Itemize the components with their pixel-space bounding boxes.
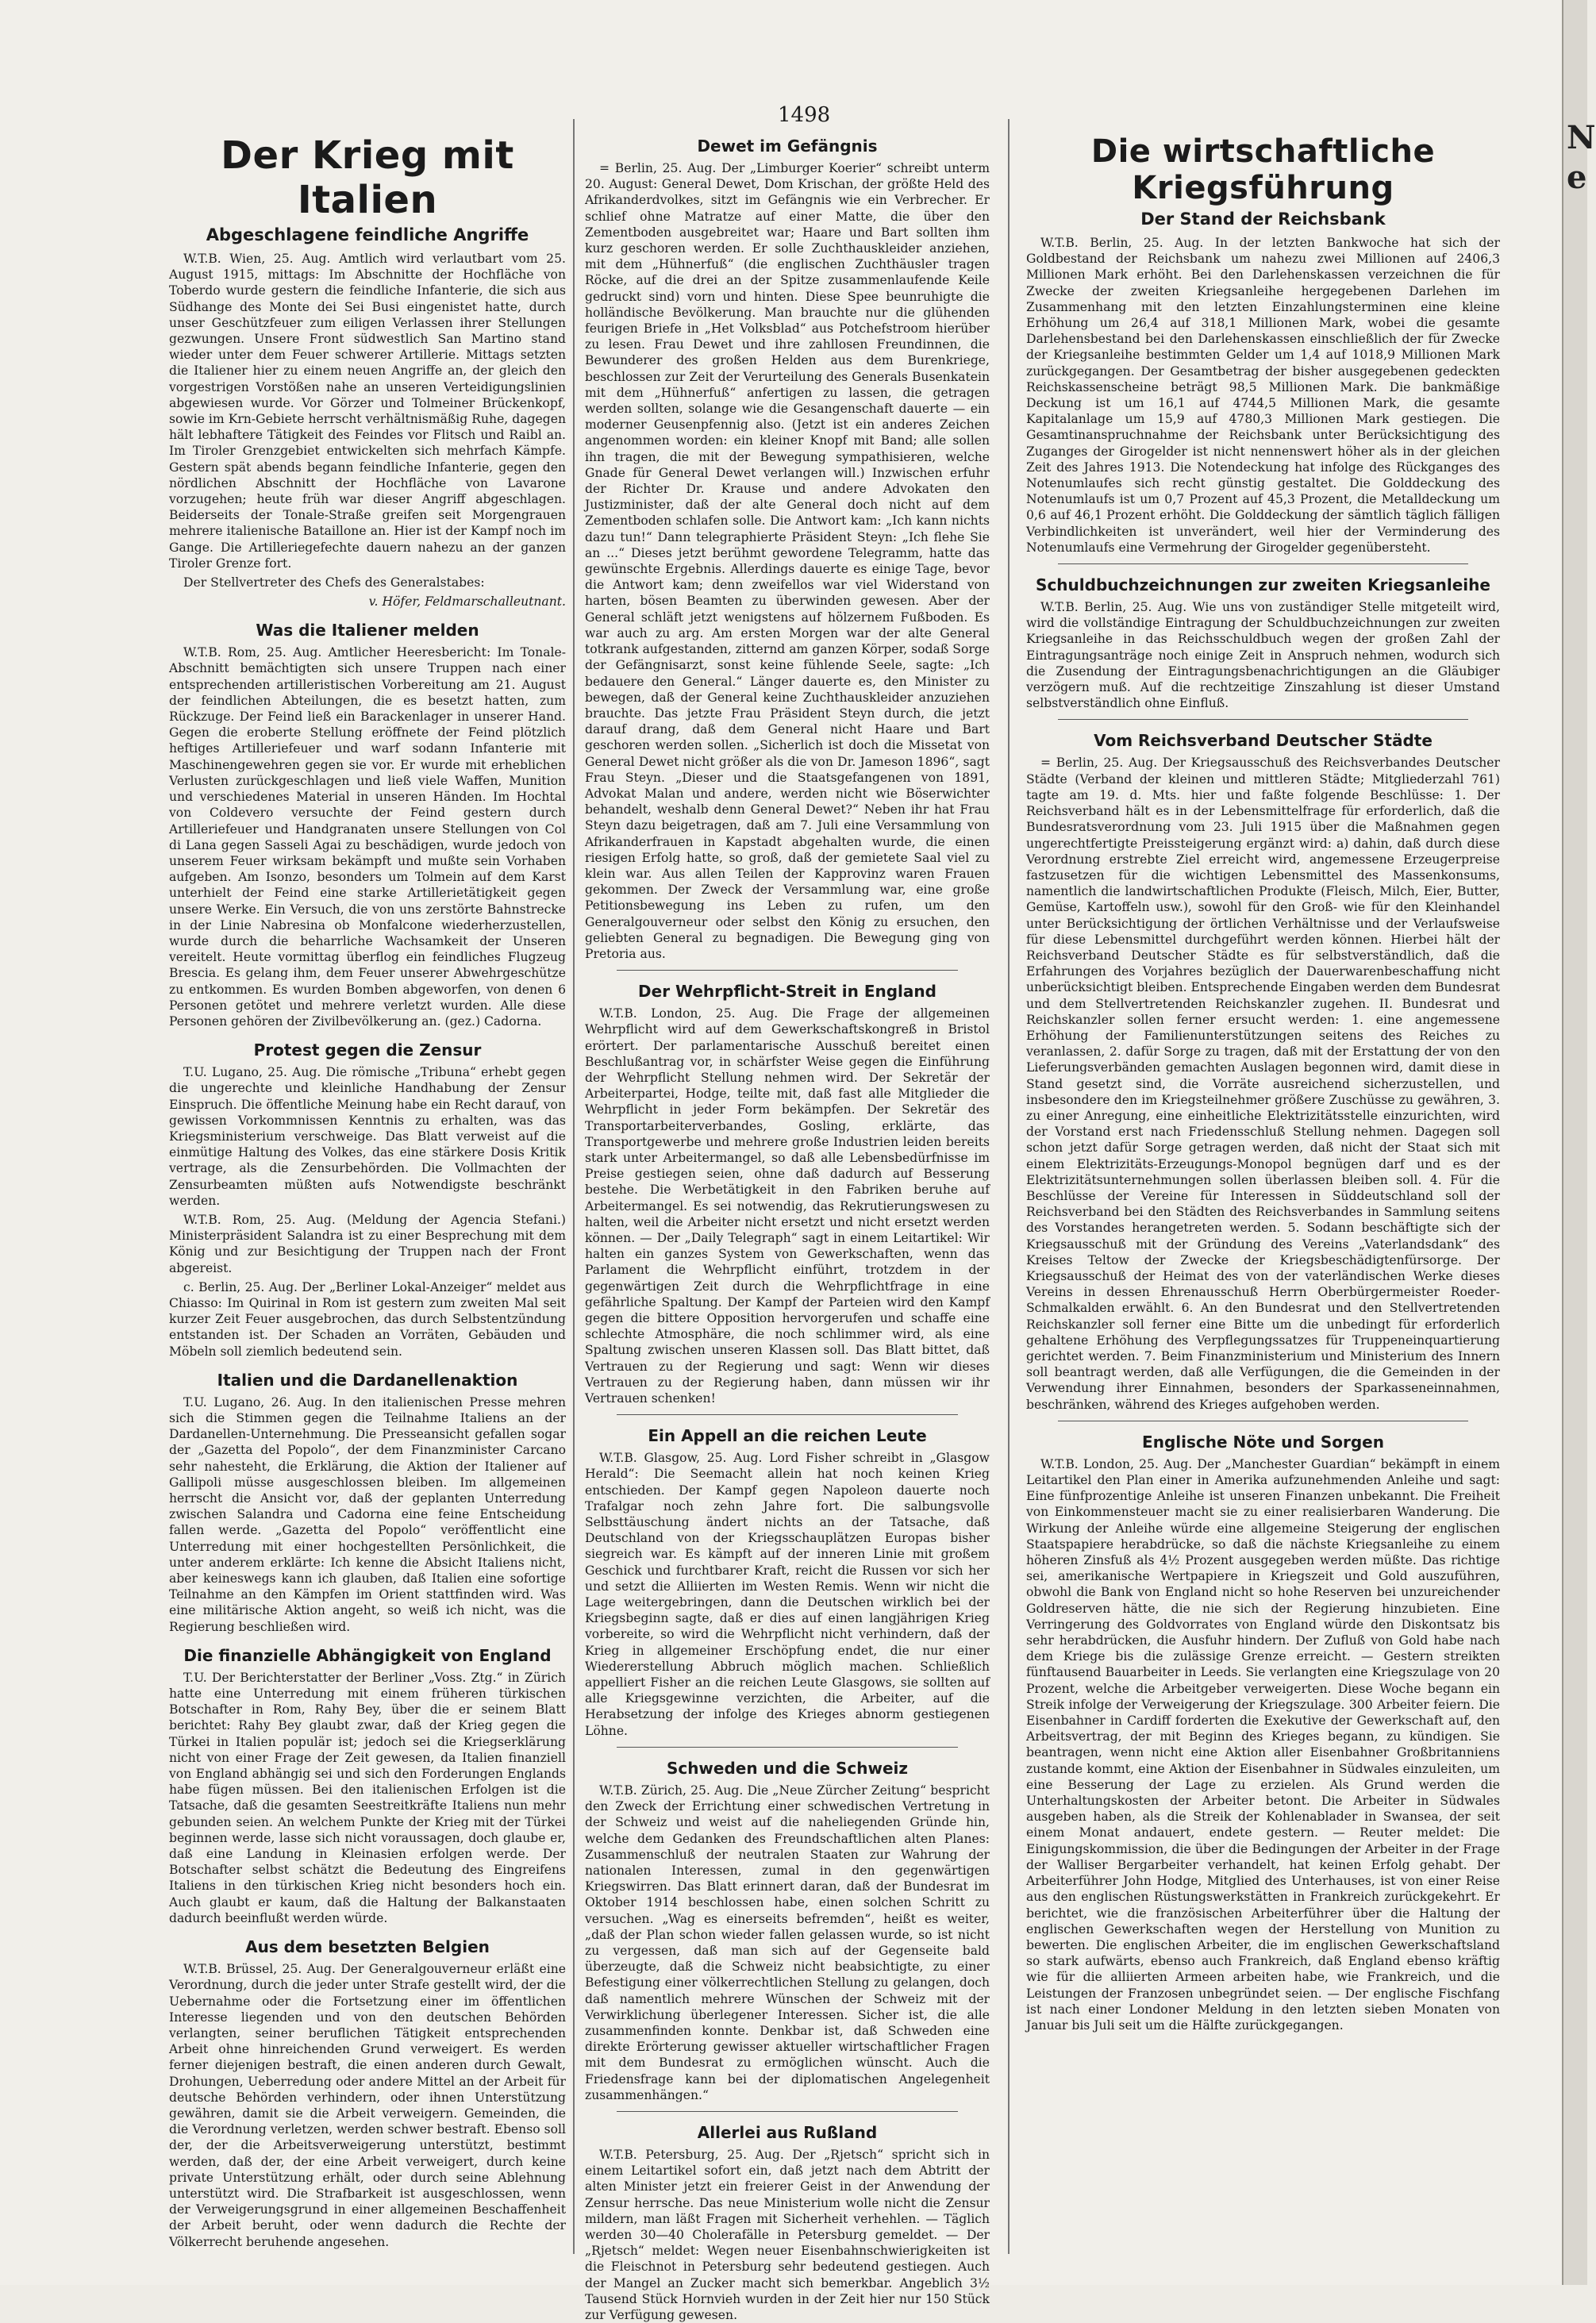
- article-paragraph: W.T.B. Rom, 25. Aug. Amtlicher Heeresbericht: Im Tonale-Abschnitt bemächtigten sich unsere Truppen nach einer entsprechenden artilleristischen Vorbereitung am 21. August der feindlichen Abteilungen, die es besetzt hatten, zum Rückzuge. Der Feind ließ ein Barackenlager in unserer Hand. Gegen die eroberte Stellung eröffnete der Feind plötzlich heftiges Artilleriefeuer und warf sodann Infanterie mit Maschinengewehren gegen sie vor. Er wurde mit erheblichen Verlusten zurückgeschlagen und ließ viele Waffen, Munition und verschiedenes Material in unseren Händen. Im Hochtal von Coldevero versuchte der Feind gestern durch Artilleriefeuer und Handgranaten unsere Stellungen von Col di Lana gegen Sasseli Agai zu beschädigen, wurde jedoch von unserem Feuer wirksam bekämpft und mußte sein Vorhaben aufgeben. Am Isonzo, besonders um Tolmein auf dem Karst unterhielt der Feind eine starke Artillerietätigkeit gegen unsere Werke. Ein Versuch, die von uns zerstörte Bahnstrecke in der Linie Nabresina ob Monfalcone wiederherzustellen, wurde durch die beharrliche Wachsamkeit der Unseren vereitelt. Heute vormittag überflog ein feindliches Flugzeug Brescia. Es gelang ihm, dem Feuer unserer Abwehrgeschütze zu entkommen. Es wurden Bomben abgeworfen, von denen 6 Personen getötet und mehrere verletzt wurden. Alle diese Personen gehören der Zivilbevölkerung an. (gez.) Cadorna.: [169, 645, 566, 1029]
- article-paragraph: c. Berlin, 25. Aug. Der „Berliner Lokal-Anzeiger“ meldet aus Chiasso: Im Quirinal in Rom ist gestern zum zweiten Mal seit kurzer Zeit Feuer ausgebrochen, das durch Selbstentzündung entstanden ist. Der Schaden an Vorräten, Gebäuden und Möbeln soll ziemlich bedeutend sein.: [169, 1279, 566, 1359]
- article-paragraph: W.T.B. London, 25. Aug. Die Frage der allgemeinen Wehrpflicht wird auf dem Gewerkschaftskongreß in Bristol erörtert. Der parlamentarische Ausschuß bereitet einen Beschlußantrag vor, in schärfster Weise gegen die Einführung der Wehrpflicht Stellung nehmen wird. Der Sekretär der Arbeiterpartei, Hodge, teilte mit, daß fast alle Mitglieder die Wehrpflicht in jeder Form bekämpfen. Der Sekretär des Transportarbeiterverbandes, Gosling, erklärte, das Transportgewerbe und mehrere große Industrien leiden bereits stark unter Arbeitermangel, so daß alle Lebensbedürfnisse im Preise gestiegen seien, ohne daß dadurch auf Besserung bestehe. Die Werbetätigkeit in den Fabriken beruhe auf Arbeitermangel. Es sei notwendig, das Rekrutierungswesen zu halten, weil die Arbeiter nicht ersetzt und nicht ersetzt werden können. — Der „Daily Telegraph“ sagt in einem Leitartikel: Wir halten ein ganzes System von Gewerkschaften, wenn das Parlament die Wehrpflicht einführt, trotzdem in der gegenwärtigen Zeit durch die Wehrpflichtfrage in eine gefährliche Spaltung. Der Kampf der Parteien wird den Kampf gegen die bittere Opposition hervorgerufen und schaffe eine schlechte Atmosphäre, die noch schlimmer wird, als eine Spaltung zwischen unseren Klassen soll. Das Blatt bittet, daß Vertrauen zu der Regierung und sagt: Wenn wir dieses Vertrauen zu der Regierung haben, dann müssen wir ihr Vertrauen schenken!: [585, 1006, 990, 1406]
- edge-fragment: e: [1567, 159, 1587, 196]
- separator: [617, 2111, 958, 2112]
- article-paragraph: Der Stellvertreter des Chefs des Generalstabes:: [183, 575, 485, 590]
- section-heading: Schuldbuchzeichnungen zur zweiten Kriegsanleihe: [1036, 575, 1490, 595]
- adjacent-page-edge: [1562, 0, 1596, 2285]
- article-paragraph: T.U. Lugano, 25. Aug. Die römische „Tribuna“ erhebt gegen die ungerechte und kleinliche Handhabung der Zensur Einspruch. Die öffentliche Meinung habe ein Recht darauf, von gewissen Vorkommnissen Kenntnis zu erhalten, was das Kriegsministerium verschweige. Das Blatt verweist auf die einmütige Haltung des Volkes, das eine stärkere Dosis Kritik vertrage, als die Zensurbehörden. Die Vollmachten der Zensurbeamten müßten aufs Notwendigste beschränkt werden.: [169, 1065, 566, 1208]
- separator: [1058, 719, 1468, 720]
- article-paragraph: T.U. Lugano, 26. Aug. In den italienischen Presse mehren sich die Stimmen gegen die Teilnahme Italiens an der Dardanellen-Unternehmung. Die Presseansicht gefallen sogar der „Gazetta del Popolo“, der dem Finanzminister Carcano sehr nahesteht, die Erklärung, die Aktion der Italiener auf Gallipoli müsse ausgeschlossen bleiben. Im allgemeinen herrscht die Ansicht vor, daß der geplanten Unterredung zwischen Salandra und Cadorna eine feine Entscheidung fallen werde. „Gazetta del Popolo“ veröffentlicht eine Unterredung mit einer hochgestellten Persönlichkeit, die unter anderem erklärte: Ich kenne die Absicht Italiens nicht, aber keineswegs kann ich glauben, daß Italien eine sofortige Teilnahme an den Kämpfen im Orient stattfinden wird. Was eine militärische Aktion angeht, so weiß ich nicht, was die Regierung beschließen wird.: [169, 1394, 566, 1634]
- section-heading: Dewet im Gefängnis: [697, 137, 878, 156]
- column-1: [169, 119, 566, 2254]
- section-heading: Allerlei aus Rußland: [697, 2122, 878, 2142]
- separator: [1058, 563, 1468, 564]
- section-heading: Der Stand der Reichsbank: [1140, 210, 1386, 229]
- article-paragraph: W.T.B. Brüssel, 25. Aug. Der Generalgouverneur erläßt eine Verordnung, durch die jeder unter Strafe gestellt wird, der die Uebernahme oder die Fortsetzung einer im öffentlichen Interesse liegenden und von den deutschen Behörden verlangten, seiner beruflichen Tätigkeit entsprechenden Arbeit ohne hinreichenden Grund verweigert. Es werden ferner diejenigen bestraft, die einen anderen durch Gewalt, Drohungen, Ueberredung oder andere Mittel an der Arbeit für deutsche Behörden verhindern, oder ihnen Unterstützung gewähren, damit sie die Arbeit verweigern. Gemeinden, die die Verordnung verletzen, werden schwer bestraft. Ebenso soll der, der die Arbeitsverweigerung unterstützt, bestimmt werden, daß der, der eine Arbeit verweigert, durch keine private Unterstützung erhält, oder durch seine Ablehnung unterstützt wird. Die Strafbarkeit ist ausgeschlossen, wenn der Verweigerungsgrund in einer allgemeinen Beschaffenheit der Arbeit beruht, oder wenn dadurch die Rechte der Völkerrecht beruhende angesehen.: [169, 1962, 566, 2249]
- page-number: 1498: [778, 103, 831, 127]
- article-paragraph: W.T.B. Rom, 25. Aug. (Meldung der Agencia Stefani.) Ministerpräsident Salandra ist zu einer Besprechung mit dem König und zur Besichtigung der Truppen nach der Front abgereist.: [169, 1212, 566, 1275]
- article-paragraph: W.T.B. Berlin, 25. Aug. In der letzten Bankwoche hat sich der Goldbestand der Reichsbank um nahezu zwei Millionen auf 2406,3 Millionen Mark erhöht. Bei den Darlehenskassen verzeichnen die für Zwecke der zweiten Kriegsanleihe hergegebenen Darlehen im Zusammenhang mit den letzten Einzahlungsterminen eine kleine Erhöhung um 26,4 auf 318,1 Millionen Mark, wobei die gesamte Darlehensbestand bei den Darlehenskassen einschließlich der für Zwecke der Kriegsanleihe bestimmten Gelder um 1,4 auf 1018,9 Millionen Mark zurückgegangen. Der Gesamtbetrag der bisher ausgegebenen gedeckten Reichskassenscheine beträgt 98,5 Millionen Mark. Die bankmäßige Deckung ist um 16,1 auf 4744,5 Millionen Mark, die gesamte Kapitalanlage um 15,9 auf 4780,3 Millionen Mark gestiegen. Die Gesamtinanspruchnahme der Reichsbank unter Berücksichtigung des Zuganges der Girogelder ist nicht nennenswert höher als in der gleichen Zeit des Jahres 1913. Die Notendeckung hat infolge des Rückganges des Notenumlaufes sich recht günstig gestaltet. Die Golddeckung des Notenumlaufs ist um 0,7 Prozent auf 45,3 Prozent, die Metalldeckung um 0,6 auf 46,1 Prozent erhöht. Die Golddeckung der sämtlich täglich fälligen Verbindlichkeiten ist unverändert, weil hier der Verminderung des Notenumlaufs eine Vermehrung der Girogelder gegenübersteht.: [1026, 236, 1500, 555]
- section-heading: Vom Reichsverband Deutscher Städte: [1094, 731, 1433, 751]
- column-rule: [1008, 119, 1010, 2254]
- article-paragraph: W.T.B. Wien, 25. Aug. Amtlich wird verlautbart vom 25. August 1915, mittags: Im Abschnitte der Hochfläche von Toberdo wurde gestern die feindliche Infanterie, die sich aus Südhange des Monte dei Sei Busi eingenistet hatte, durch unser Geschützfeuer zum eiligen Verlassen ihrer Stellungen gezwungen. Unsere Front südwestlich San Martino stand wieder unter dem Feuer schwerer Artillerie. Mittags setzten die Italiener hier zu einem neuen Angriffe an, der gleich den vorgestrigen Vorstößen nahe an unseren Verteidigungslinien abgewiesen wurde. Vor Görzer und Tolmeiner Brückenkopf, sowie im Krn-Gebiete herrscht verhältnismäßig Ruhe, dagegen hält lebhaftere Tätigkeit des Feindes vor Flitsch und Raibl an. Im Tiroler Grenzgebiet entwickelten sich mehrfach Kämpfe. Gestern spät abends begann feindliche Infanterie, gegen den nördlichen Abschnitt der Hochfläche von Lavarone vorzugehen; heute früh war dieser Angriff abgeschlagen. Beiderseits der Tonale-Straße greifen seit Morgengrauen mehrere italienische Bataillone an. Hier ist der Kampf noch im Gange. Die Artilleriegefechte dauern nahezu an der ganzen Tiroler Grenze fort.: [169, 252, 566, 571]
- subhead-abgeschlagene: Abgeschlagene feindliche Angriffe: [206, 225, 529, 244]
- separator: [617, 970, 958, 971]
- article-paragraph: T.U. Der Berichterstatter der Berliner „Voss. Ztg.“ in Zürich hatte eine Unterredung mit einem früheren türkischen Botschafter in Rom, Rahy Bey, über die er seinem Blatt berichtet: Rahy Bey glaubt zwar, daß der Krieg gegen die Türkei in Italien populär ist; jedoch sei die Kriegserklärung nicht von einer Frage der Zeit gewesen, da Italien finanziell von England abhängig sei und sich den Forderungen Englands habe fügen müssen. Bei den italienischen Erfolgen ist die Tatsache, daß die gesamten Seestreitkräfte Italiens nun mehr gebunden seien. An welchem Punkte der Krieg mit der Türkei beginnen werde, lasse sich nicht voraussagen, doch glaube er, daß eine Landung in Kleinasien erfolgen werde. Der Botschafter selbst schätzt die Bedeutung des Eingreifens Italiens in den türkischen Krieg nicht besonders hoch ein. Auch glaubt er kaum, daß die Haltung der Balkanstaaten dadurch beeinflußt werden würde.: [169, 1670, 566, 1925]
- article-paragraph: W.T.B. London, 25. Aug. Der „Manchester Guardian“ bekämpft in einem Leitartikel den Plan einer in Amerika aufzunehmenden Anleihe und sagt: Eine fünfprozentige Anleihe ist unseren Finanzen unbekannt. Die Freiheit von Einkommensteuer macht sie zu einer realisierbaren Wanderung. Die Wirkung der Anleihe würde eine allgemeine Steigerung der englischen Staatspapiere herabdrücke, so daß die nächste Kriegsanleihe zu einem höheren Zinsfuß als 4½ Prozent ausgegeben werden müßte. Das richtige sei, amerikanische Wertpapiere in Kriegszeit und Gold auszuführen, obwohl die Bank von England nicht so hohe Reserven bei unzureichender Goldreserven hätte, die nie sich der Regierung hinzubieten. Eine Verringerung des Goldvorrates von England würde den Diskontsatz bis sehr herabdrücken, die Ausfuhr hindern. Der Zufluß von Gold habe nach dem Kriege bis die zulässige Grenze erreicht. — Gestern streikten fünftausend Bauarbeiter in Leeds. Sie verlangten eine Kriegszulage von 20 Prozent, welche die Arbeitgeber verweigerten. Diese Woche begann ein Streik infolge der Verweigerung der Kriegszulage. 300 Arbeiter feiern. Die Eisenbahner in Cardiff forderten die Exekutive der Gewerkschaft auf, den Arbeitsvertrag, der mit Beginn des Krieges begann, zu kündigen. Sie beantragen, wenn nicht eine Aktion aller Eisenbahner Großbritanniens zustande kommt, eine Aktion der Eisenbahner in Südwales einzuleiten, um eine Besserung der Lage zu erzielen. Als Grund werden die Unterhaltungskosten der Arbeiter betont. Die Arbeiter in Südwales ausgeben haben, als die Streik der Kohlenablader in Swansea, der seit einem Monat andauert, endete gestern. — Reuter meldet: Die Einigungskommission, die über die Bedingungen der Arbeiter in der Frage der Walliser Bergarbeiter verhandelt, hat keinen Erfolg gehabt. Der Arbeiterführer John Hodge, Mitglied des Unterhauses, ist von einer Reise aus den englischen Rüstungswerkstätten in Frankreich zurückgekehrt. Er berichtet, wie die französischen Arbeiterführer über die Haltung der englischen Gewerkschaften wegen der Herstellung von Munition zu bewerten. Die englischen Arbeiter, die im englischen Gewerkschaftsland so stark aufwärts, ebenso auch Frankreich, daß England ebenso kräftig wie für die alliierten Armeen arbeiten habe, wie Frankreich, und die Leistungen der Franzosen unbegründet seien. — Der englische Fischfang ist nach einer Londoner Meldung in den letzten sieben Monaten von Januar bis Juli seit um die Hälfte zurückgegangen.: [1026, 1456, 1500, 2033]
- column-2: [585, 119, 990, 2322]
- section-heading: Ein Appell an die reichen Leute: [648, 1426, 927, 1446]
- section-heading: Protest gegen die Zensur: [253, 1040, 482, 1060]
- signature: v. Höfer, Feldmarschalleutnant.: [368, 594, 566, 610]
- headline-krieg-italien: Der Krieg mit Italien: [221, 133, 514, 222]
- separator: [617, 1414, 958, 1415]
- section-heading: Schweden und die Schweiz: [666, 1758, 909, 1778]
- section-heading: Die finanzielle Abhängigkeit von England: [183, 1645, 552, 1665]
- column-rule: [573, 119, 575, 2254]
- section-heading: Was die Italiener melden: [256, 621, 479, 640]
- headline-wirtschaftliche-kriegsfuehrung: Die wirtschaftliche Kriegsführung: [1090, 133, 1436, 206]
- article-paragraph: W.T.B. Glasgow, 25. Aug. Lord Fisher schreibt in „Glasgow Herald“: Die Seemacht allein hat noch keinen Krieg entschieden. Der Kampf gegen Napoleon dauerte noch Trafalgar noch zehn Jahre fort. Die salbungsvolle Selbsttäuschung ändert nichts an der Tatsache, daß Deutschland von der Kriegsschauplätzen Europas bisher siegreich war. Es kämpft auf der inneren Linie mit großem Geschick und furchtbarer Kraft, reicht die Russen vor sich her und setzt die Alliierten im Westen Remis. Wenn wir nicht die Lage weitergebringen, dann die Deutschen wirklich bei der Kriegsbeginn sagte, daß er dies auf einen langjährigen Krieg vorbereite, so wird die Wehrpflicht nicht verhindern, daß der Krieg in allgemeiner Erschöpfung endet, die nur einer Wiedererstellung Abbruch möglich machen. Schließlich appelliert Fisher an die reichen Leute Glasgows, sie sollten auf alle Kriegsgewinne verzichten, die Arbeiter, auf die Herabsetzung der infolge des Krieges abnorm gestiegenen Löhne.: [585, 1451, 990, 1738]
- article-paragraph: = Berlin, 25. Aug. Der Kriegsausschuß des Reichsverbandes Deutscher Städte (Verband der kleinen und mittleren Städte; Mitgliederzahl 761) tagte am 19. d. Mts. hier und faßte folgende Beschlüsse: 1. Der Reichsverband hält es in der Lebensmittelfrage für erforderlich, daß die Bundesratsverordnung vom 23. Juli 1915 über die Maßnahmen gegen ungerechtfertigte Preissteigerung ergänzt wird: a) dahin, daß durch diese Verordnung erstrebte Ziel erreicht wird, angemessene Erzeugerpreise fastzusetzen für die wichtigen Lebensmittel des Massenkonsums, namentlich die landwirtschaftlichen Produkte (Fleisch, Milch, Eier, Butter, Gemüse, Kartoffeln usw.), sowohl für den Groß- wie für den Kleinhandel unter Berücksichtigung der örtlichen Verhältnisse und der Verlaufsweise für diese Lebensmittel durchgeführt werden können. Hierbei hält der Reichsverband Deutscher Städte es für selbstverständlich, daß die Erfahrungen des Vorjahres bezüglich der Dauerwarenbeschaffung nicht unberücksichtigt bleiben. Entsprechende Eingaben werden dem Bundesrat und dem Stellvertretenden Reichskanzler zugehen. II. Bundesrat und Reichskanzler sollen ferner ersucht werden: 1. eine angemessene Erhöhung der Familienunterstützungen seitens des Reiches zu veranlassen, 2. dafür Sorge zu tragen, daß mit der Erstattung der von den Lieferungsverbänden gemachten Auslagen begonnen wird, damit diese in Stand gesetzt sind, die Vorräte ausreichend sicherzustellen, und insbesondere den im Kriegsteilnehmer größere Zuschüsse zu gewähren, 3. zu einer Anregung, eine einheitliche Elektrizitätsstelle einzurichten, wird der Vorstand erst nach Friedensschluß Stellung nehmen. Dagegen soll schon jetzt dafür Sorge getragen werden, daß nicht der Staat sich mit einem Elektrizitäts-Erzeugungs-Monopol begnügen darf und es der Elektrizitätsunternehmungen sollen überlassen bleiben soll. 4. Für die Beschlüsse der Vereine für Interessen in Süddeutschland soll der Reichsverband bei den Städten des Reichsverbandes in Sammlung seitens des Vorstandes herangetreten werden. 5. Sodann beschäftigte sich der Kriegsausschuß mit der Gründung des Vereins „Vaterlandsdank“ des Kreises Teltow der Zwecke der Kriegsbeschädigtenfürsorge. Der Kriegsausschuß der Heimat des von der vaterländischen Werke dieses Vereins in dessen Ehrenausschuß Herrn Oberbürgermeister Roeder-Schmalkalden erwählt. 6. An den Bundesrat und den Stellvertretenden Reichskanzler soll ferner eine Bitte um die unbedingt für erforderlich gehaltene Erhöhung des Verpflegungssatzes für Truppeneinquartierung gerichtet werden. 7. Beim Finanzministerium und Ministerium des Innern soll beantragt werden, daß alle Verfügungen, die die Gemeinden in der Verwendung ihrer Einnahmen, besonders der Sparkasseneinnahmen, beschränken, während des Krieges aufgehoben werden.: [1026, 756, 1501, 1412]
- column-3: [1026, 119, 1500, 2254]
- section-heading: Englische Nöte und Sorgen: [1142, 1432, 1384, 1452]
- section-heading: Italien und die Dardanellenaktion: [217, 1370, 518, 1390]
- article-paragraph: W.T.B. Berlin, 25. Aug. Wie uns von zuständiger Stelle mitgeteilt wird, wird die vollständige Eintragung der Schuldbuchzeichnungen zur zweiten Kriegsanleihe in das Reichsschuldbuch wegen der großen Zahl der Eintragungsanträge noch einige Zeit in Anspruch nehmen, wodurch sich die Zusendung der Eintragungsbenachrichtigungen an die Gläubiger verzögern muß. Auf die rechtzeitige Zinszahlung ist dieser Umstand selbstverständlich ohne Einfluß.: [1026, 600, 1500, 711]
- article-paragraph: = Berlin, 25. Aug. Der „Limburger Koerier“ schreibt unterm 20. August: General Dewet, Dom Krischan, der größte Held des Afrikanderdvolkes, sitzt im Gefängnis wie ein Verbrecher. Er schlief ohne Matratze auf einer Matte, die über den Zementboden ausgebreitet war; Haare und Bart sollten ihm kurz geschoren werden. Er solle Zuchthauskleider anziehen, mit dem „Hühnerfuß“ (die englischen Zuchthäusler tragen Röcke, auf die drei an der Spitze zusammenlaufende Keile gedruckt sind) vorn und hinten. Diese Spee beunruhigte die holländische Bevölkerung. Man brauchte nur die glühenden feurigen Briefe in „Het Volksblad“ aus Potchefstroom hierüber zu lesen. Frau Dewet und ihre zahllosen Freundinnen, die Bewunderer des großen Helden aus dem Burenkriege, beschlossen zur Zeit der Verurteilung des Generals Busenkatein mit dem „Hühnerfuß“ anfertigen zu lassen, die getragen werden sollten, solange wie die Gesangenschaft dauerte — ein moderner Geusenpfennig also. (Jetzt ist ein anderes Zeichen angenommen worden: ein kleiner Knopf mit Band; alle sollen ihn tragen, die mit der Bewegung sympathisieren, welche Gnade für General Dewet verlangen will.) Inzwischen erfuhr der Richter Dr. Krause und andere Advokaten den Justizminister, daß der alte General doch nicht auf dem Zementboden schlafen solle. Die Antwort kam: „Ich kann nichts dazu tun!“ Dann telegraphierte Präsident Steyn: „Ich flehe Sie an ...“ Dieses jetzt berühmt gewordene Telegramm, hatte das gewünschte Ergebnis. Allerdings dauerte es einige Tage, bevor die Antwort kam; denn zweifellos war viel Widerstand von harten, bösen Beamten zu überwinden gewesen. Aber der General schläft jetzt wenigstens auf hölzernem Fußboden. Es war auch zu arg. Am ersten Morgen war der alte General totkrank aufgestanden, zitternd am ganzen Körper, sodaß Sorge der Gefängnisarzt, sonst keine fühlende Seele, sagte: „Ich bedauere den General.“ Länger dauerte es, den Minister zu bewegen, daß der General keine Zuchthauskleider anzuziehen brauchte. Das jetzte Frau Präsident Steyn durch, die jetzt darauf drang, daß dem General nicht Haare und Bart geschoren werden sollen. „Sicherlich ist doch die Missetat von General Dewet nicht größer als die von Dr. Jameson 1896“, sagt Frau Steyn. „Dieser und die Staatsgefangenen von 1891, Advokat Malan und andere, werden nicht wie Böserwichter behandelt, weshalb denn General Dewet?“ Neben ihr hat Frau Steyn dazu beigetragen, daß am 7. Juli eine Versammlung von Afrikanderfrauen in Kapstadt abgehalten wurde, die einen riesigen Erfolg hatte, so groß, daß der gemietete Saal viel zu klein war. Aus allen Teilen der Kapprovinz waren Frauen gekommen. Der Zweck der Versammlung war, eine große Petitionsbewegung ins Leben zu rufen, um den Generalgouverneur oder selbst den König zu ersuchen, den geliebten General zu begnadigen. Die Bewegung ging von Pretoria aus.: [585, 161, 990, 961]
- section-heading: Aus dem besetzten Belgien: [245, 1937, 490, 1957]
- edge-fragment: N: [1567, 119, 1596, 156]
- article-paragraph: W.T.B. Petersburg, 25. Aug. Der „Rjetsch“ spricht sich in einem Leitartikel sofort ein, daß jetzt nach dem Abtritt der alten Minister jetzt ein freierer Geist in der Anwendung der Zensur herrsche. Das neue Ministerium wolle nicht die Zensur mildern, man läßt Fragen mit Sicherheit verhehlen. — Täglich werden 30—40 Cholerafälle in Petersburg gemeldet. — Der „Rjetsch“ meldet: Wegen neuer Eisenbahnschwierigkeiten ist die Fleischnot in Petersburg sehr bedeutend gestiegen. Auch der Mangel an Zucker macht sich bemerkbar. Angeblich 3½ Tausend Stück Hornvieh wurden in der Zeit hier nur 150 Stück zur Verfügung gewesen.: [585, 2147, 990, 2322]
- separator: [617, 1747, 958, 1748]
- article-paragraph: W.T.B. Zürich, 25. Aug. Die „Neue Zürcher Zeitung“ bespricht den Zweck der Errichtung einer schwedischen Vertretung in der Schweiz und weist auf die naheliegenden Gründe hin, welche dem Gedanken des Freundschaftlichen alten Planes: Zusammenschluß der neutralen Staaten zur Wahrung der nationalen Interessen, zumal in den gegenwärtigen Kriegswirren. Das Blatt erinnert daran, daß der Bundesrat im Oktober 1914 beschlossen habe, einen solchen Schritt zu versuchen. „Wag es einerseits befremden“, heißt es weiter, „daß der Plan schon wieder fallen gelassen wurde, so ist nicht zu vergessen, daß man sich auf der Gegenseite bald überzeugte, daß die Schweiz nicht beabsichtigte, zu einer Befestigung einer völkerrechtlichen Stellung zu gelangen, doch daß namentlich mehrere Wünschen der Schweiz mit der Verwirklichung überlegener Interessen. Sicher ist, die alle zusammenfinden konnte. Denkbar ist, daß Schweden eine direkte Erörterung gewisser aktueller wirtschaftlicher Fragen mit dem Bundesrat zu ermöglichen wünscht. Auch die Friedensfrage kann bei der diplomatischen Angelegenheit zusammenhängen.“: [585, 1783, 990, 2102]
- section-heading: Der Wehrpflicht-Streit in England: [638, 982, 936, 1002]
